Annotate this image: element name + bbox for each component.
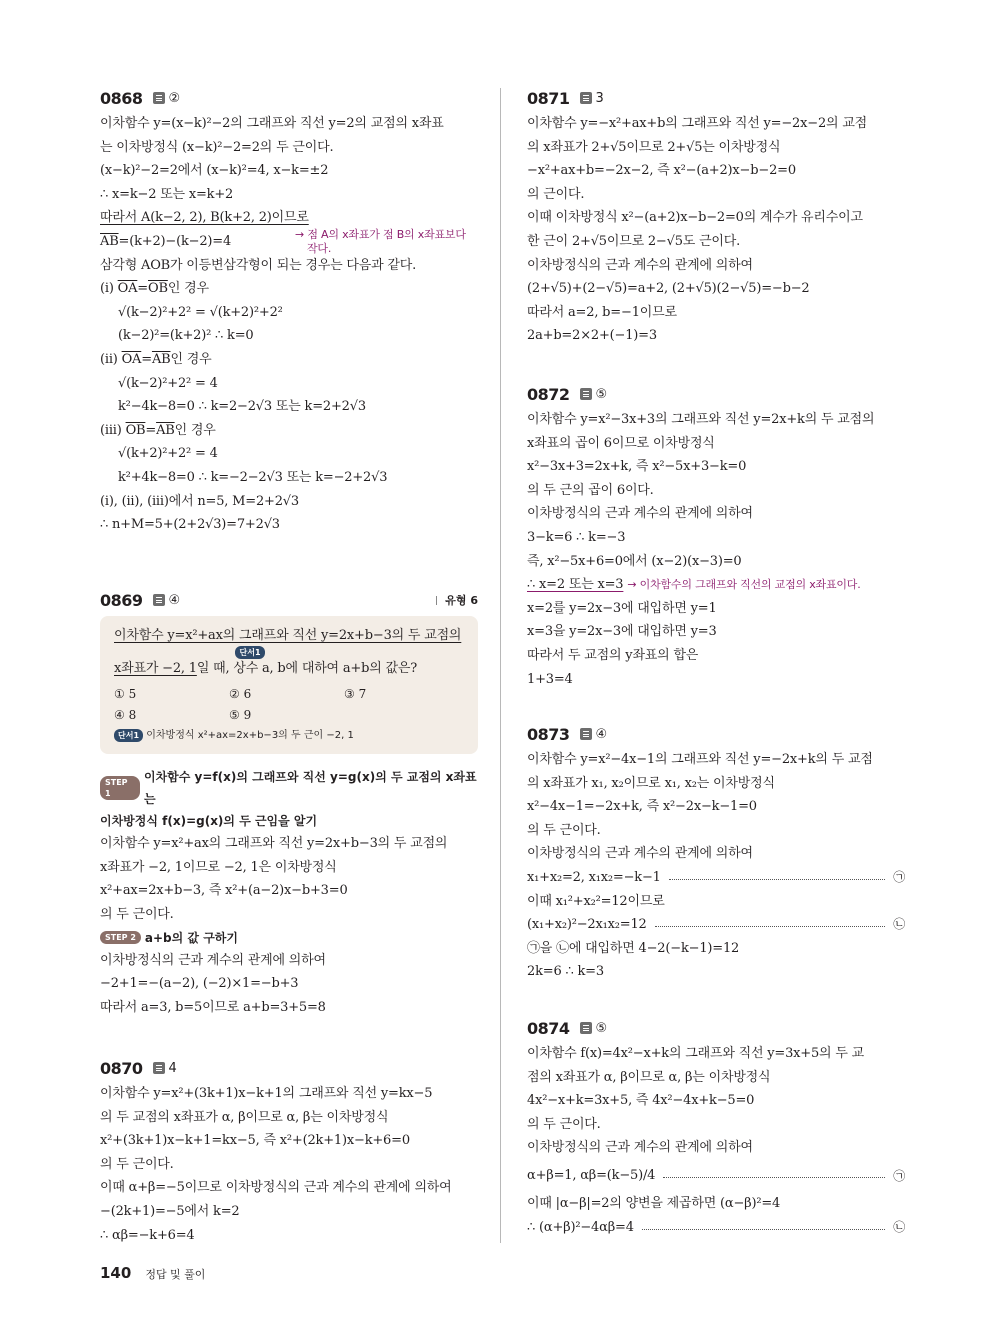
solution-line: ∴ x=2 또는 x=3 → 이차함수의 그래프와 직선의 교점의 x좌표이다. xyxy=(527,577,861,593)
mark-giyeok: ㉠ xyxy=(893,869,905,884)
problem-0873 xyxy=(527,722,905,984)
question-text: x좌표가 −2, 1 xyxy=(114,660,197,676)
equation-marked: α+β=1, αβ=(k−5)/4 ㉠ xyxy=(527,1160,905,1192)
answer-icon xyxy=(153,1062,165,1074)
solution-line: 의 근이다. xyxy=(527,186,585,202)
solution-line: (k−2)²=(k+2)² ∴ k=0 xyxy=(118,328,254,344)
solution-line: 4x²−x+k=3x+5, 즉 4x²−4x+k−5=0 xyxy=(527,1093,755,1109)
type-tag: 유형 6 xyxy=(436,592,478,608)
step1-heading: STEP 1 이차함수 y=f(x)의 그래프와 직선 y=g(x)의 두 교점의 x좌표는 xyxy=(100,766,478,810)
solution-line: 따라서 a=3, b=5이므로 a+b=3+5=8 xyxy=(100,999,326,1015)
solution-line: x=3을 y=2x−3에 대입하면 y=3 xyxy=(527,624,717,640)
answer-choices xyxy=(114,684,466,726)
mark-nieun: ㉡ xyxy=(893,1219,905,1234)
annotation-note: → 이차함수의 그래프와 직선의 교점의 x좌표이다. xyxy=(627,578,861,592)
solution-line: √(k+2)²+2² = 4 xyxy=(118,446,218,462)
answer-value: ④ xyxy=(595,726,608,742)
problem-number: 0869 xyxy=(100,590,143,610)
answer-value: 4 xyxy=(168,1060,177,1076)
answer-icon xyxy=(580,728,592,740)
clue-badge: 단서1 xyxy=(235,646,264,659)
answer-icon xyxy=(580,92,592,104)
solution-line: −(2k+1)=−5에서 k=2 xyxy=(100,1203,240,1219)
question-box xyxy=(100,616,478,754)
solution-line: (2+√5)+(2−√5)=a+2, (2+√5)(2−√5)=−b−2 xyxy=(527,281,810,297)
solution-line: −x²+ax+b=−2x−2, 즉 x²−(a+2)x−b−2=0 xyxy=(527,163,796,179)
problem-number: 0871 xyxy=(527,88,570,108)
solution-line: 의 두 근이다. xyxy=(100,906,174,922)
step2-heading: STEP 2 a+b의 값 구하기 xyxy=(100,927,478,949)
annotation-note: → 점 A의 x좌표가 점 B의 x좌표보다 작다. xyxy=(295,227,466,255)
answer-icon xyxy=(153,594,165,606)
equation-marked: ∴ (α+β)²−4αβ=4 ㉡ xyxy=(527,1216,905,1240)
solution-line: 이차함수 y=(x−k)²−2의 그래프와 직선 y=2의 교점의 x좌표 xyxy=(100,116,444,131)
solution-line: −2+1=−(a−2), (−2)×1=−b+3 xyxy=(100,976,299,992)
solution-line: 의 x좌표가 x₁, x₂이므로 x₁, x₂는 이차방정식 xyxy=(527,775,775,791)
solution-line: √(k−2)²+2² = 4 xyxy=(118,375,218,391)
section-label: 정답 및 풀이 xyxy=(145,1268,206,1281)
column-divider xyxy=(500,88,501,1243)
solution-line: 3−k=6 ∴ k=−3 xyxy=(527,529,626,545)
answer-icon xyxy=(580,388,592,400)
mark-giyeok: ㉠ xyxy=(893,1168,905,1183)
solution-line: 이차함수 y=−x²+ax+b의 그래프와 직선 y=−2x−2의 교점 xyxy=(527,116,868,131)
solution-line: (x−k)²−2=2에서 (x−k)²=4, x−k=±2 xyxy=(100,163,329,179)
solution-line: √(k−2)²+2² = √(k+2)²+2² xyxy=(118,304,283,320)
solution-line: 이때 |α−β|=2의 양변을 제곱하면 (α−β)²=4 xyxy=(527,1195,781,1211)
solution-line: 의 x좌표가 2+√5이므로 2+√5는 이차방정식 xyxy=(527,139,781,155)
case-heading: (i) $\overline{OA}=\overline{OB}$인 경우 xyxy=(100,281,209,297)
solution-line: 1+3=4 xyxy=(527,671,573,687)
step1-heading-cont: 이차방정식 f(x)=g(x)의 두 근임을 알기 xyxy=(100,814,318,829)
solution-line: k²+4k−8=0 ∴ k=−2−2√3 또는 k=−2+2√3 xyxy=(118,469,388,485)
solution-line: 이차방정식의 근과 계수의 관계에 의하여 xyxy=(100,952,326,968)
solution-line: 즉, x²−5x+6=0에서 (x−2)(x−3)=0 xyxy=(527,553,742,569)
solution-line: 이차함수 y=x²+(3k+1)x−k+1의 그래프와 직선 y=kx−5 xyxy=(100,1086,433,1101)
solution-line: 이때 α+β=−5이므로 이차방정식의 근과 계수의 관계에 의하여 xyxy=(100,1180,452,1196)
hint-badge: 단서1 xyxy=(114,729,143,742)
case-heading: (ii) $\overline{OA}=\overline{AB}$인 경우 xyxy=(100,351,212,367)
solution-line: 이때 x₁²+x₂²=12이므로 xyxy=(527,893,665,909)
problem-0871 xyxy=(527,86,905,348)
solution-line: 이차방정식의 근과 계수의 관계에 의하여 xyxy=(527,257,753,273)
solution-line: 점의 x좌표가 α, β이므로 α, β는 이차방정식 xyxy=(527,1069,771,1085)
solution-line: ∴ n+M=5+(2+2√3)=7+2√3 xyxy=(100,517,280,533)
solution-line: 따라서 두 교점의 y좌표의 합은 xyxy=(527,647,699,663)
answer-value: 3 xyxy=(595,90,604,106)
solution-line: x²+(3k+1)x−k+1=kx−5, 즉 x²+(2k+1)x−k+6=0 xyxy=(100,1133,410,1149)
solution-line: x²+ax=2x+b−3, 즉 x²+(a−2)x−b+3=0 xyxy=(100,883,348,899)
solution-line: ∴ αβ=−k+6=4 xyxy=(100,1227,195,1243)
question-text: 이차함수 y=x²+ax의 그래프와 직선 y=2x+b−3의 두 교점의 xyxy=(114,628,462,643)
solution-line: 이차함수 y=x²+ax의 그래프와 직선 y=2x+b−3의 두 교점의 xyxy=(100,836,448,852)
solution-line: 이차함수 y=x²−3x+3의 그래프와 직선 y=2x+k의 두 교점의 xyxy=(527,412,875,427)
solution-line: 2k=6 ∴ k=3 xyxy=(527,964,604,980)
answer-icon xyxy=(153,92,165,104)
answer-value: ② xyxy=(168,90,181,106)
solution-line: 의 두 근이다. xyxy=(527,1116,601,1132)
solution-line: (i), (ii), (iii)에서 n=5, M=2+2√3 xyxy=(100,493,299,509)
answer-value: ⑤ xyxy=(595,386,608,402)
choice-3: ③ 7 xyxy=(344,687,367,702)
problem-number: 0873 xyxy=(527,724,570,744)
solution-line: $\overline{AB}=(k+2)-(k-2)=4$ → 점 A의 x좌표가 점 B의 x좌표보다 작다. xyxy=(100,227,466,255)
answer-value: ⑤ xyxy=(595,1020,608,1036)
problem-number: 0868 xyxy=(100,88,143,108)
solution-line: x좌표가 −2, 1이므로 −2, 1은 이차방정식 xyxy=(100,859,337,875)
solution-line: x²−3x+3=2x+k, 즉 x²−5x+3−k=0 xyxy=(527,459,747,475)
solution-line: 삼각형 AOB가 이등변삼각형이 되는 경우는 다음과 같다. xyxy=(100,257,417,273)
choice-1: ① 5 xyxy=(114,687,137,702)
choice-2: ② 6 xyxy=(229,687,252,702)
problem-0869 xyxy=(100,588,478,1019)
solution-line: 의 두 근이다. xyxy=(527,822,601,838)
solution-line: 따라서 A(k−2, 2), B(k+2, 2)이므로 xyxy=(100,210,309,226)
solution-line: 이때 이차방정식 x²−(a+2)x−b−2=0의 계수가 유리수이고 xyxy=(527,210,863,226)
solution-line: 2a+b=2×2+(−1)=3 xyxy=(527,328,657,344)
solution-line: 는 이차방정식 (x−k)²−2=2의 두 근이다. xyxy=(100,139,334,155)
problem-0868 xyxy=(100,86,478,537)
solution-line: ∴ x=k−2 또는 x=k+2 xyxy=(100,186,234,202)
solution-line: 이차방정식의 근과 계수의 관계에 의하여 xyxy=(527,846,753,862)
problem-number: 0872 xyxy=(527,384,570,404)
step-badge: STEP 2 xyxy=(100,931,141,944)
equation-marked: (x₁+x₂)²−2x₁x₂=12 ㉡ xyxy=(527,913,905,937)
question-text: 일 때, 상수 a, b에 대하여 a+b의 값은? xyxy=(196,660,417,676)
solution-line: 의 두 근의 곱이 6이다. xyxy=(527,482,654,498)
page-number: 140 xyxy=(100,1264,132,1282)
solution-line: ㉠을 ㉡에 대입하면 4−2(−k−1)=12 xyxy=(527,940,740,956)
hint-line: 단서1 이차방정식 x²+ax=2x+b−3의 두 근이 −2, 1 xyxy=(114,726,466,746)
page-footer xyxy=(100,1264,205,1282)
problem-0872 xyxy=(527,382,905,691)
problem-number: 0870 xyxy=(100,1058,143,1078)
case-heading: (iii) $\overline{OB}=\overline{AB}$인 경우 xyxy=(100,422,216,438)
mark-nieun: ㉡ xyxy=(893,917,905,932)
equation-marked: x₁+x₂=2, x₁x₂=−k−1 ㉠ xyxy=(527,866,905,890)
solution-line: 따라서 a=2, b=−1이므로 xyxy=(527,304,677,320)
answer-icon xyxy=(580,1022,592,1034)
problem-0874 xyxy=(527,1016,905,1239)
problem-0870 xyxy=(100,1056,478,1247)
answer-value: ④ xyxy=(168,592,181,608)
solution-line: 이차방정식의 근과 계수의 관계에 의하여 xyxy=(527,506,753,522)
solution-line: 이차함수 f(x)=4x²−x+k의 그래프와 직선 y=3x+5의 두 교 xyxy=(527,1046,864,1061)
step-badge: STEP 1 xyxy=(100,776,140,800)
problem-number: 0874 xyxy=(527,1018,570,1038)
solution-line: k²−4k−8=0 ∴ k=2−2√3 또는 k=2+2√3 xyxy=(118,399,366,415)
choice-5: ⑤ 9 xyxy=(229,708,252,723)
solution-line: 의 두 교점의 x좌표가 α, β이므로 α, β는 이차방정식 xyxy=(100,1109,389,1125)
solution-line: x좌표의 곱이 6이므로 이차방정식 xyxy=(527,435,715,451)
choice-4: ④ 8 xyxy=(114,708,137,723)
solution-line: 의 두 근이다. xyxy=(100,1156,174,1172)
solution-line: 이차방정식의 근과 계수의 관계에 의하여 xyxy=(527,1140,753,1156)
solution-line: x=2를 y=2x−3에 대입하면 y=1 xyxy=(527,600,717,616)
solution-line: x²−4x−1=−2x+k, 즉 x²−2x−k−1=0 xyxy=(527,799,757,815)
solution-line: 이차함수 y=x²−4x−1의 그래프와 직선 y=−2x+k의 두 교점 xyxy=(527,752,873,767)
solution-line: 한 근이 2+√5이므로 2−√5도 근이다. xyxy=(527,233,741,249)
